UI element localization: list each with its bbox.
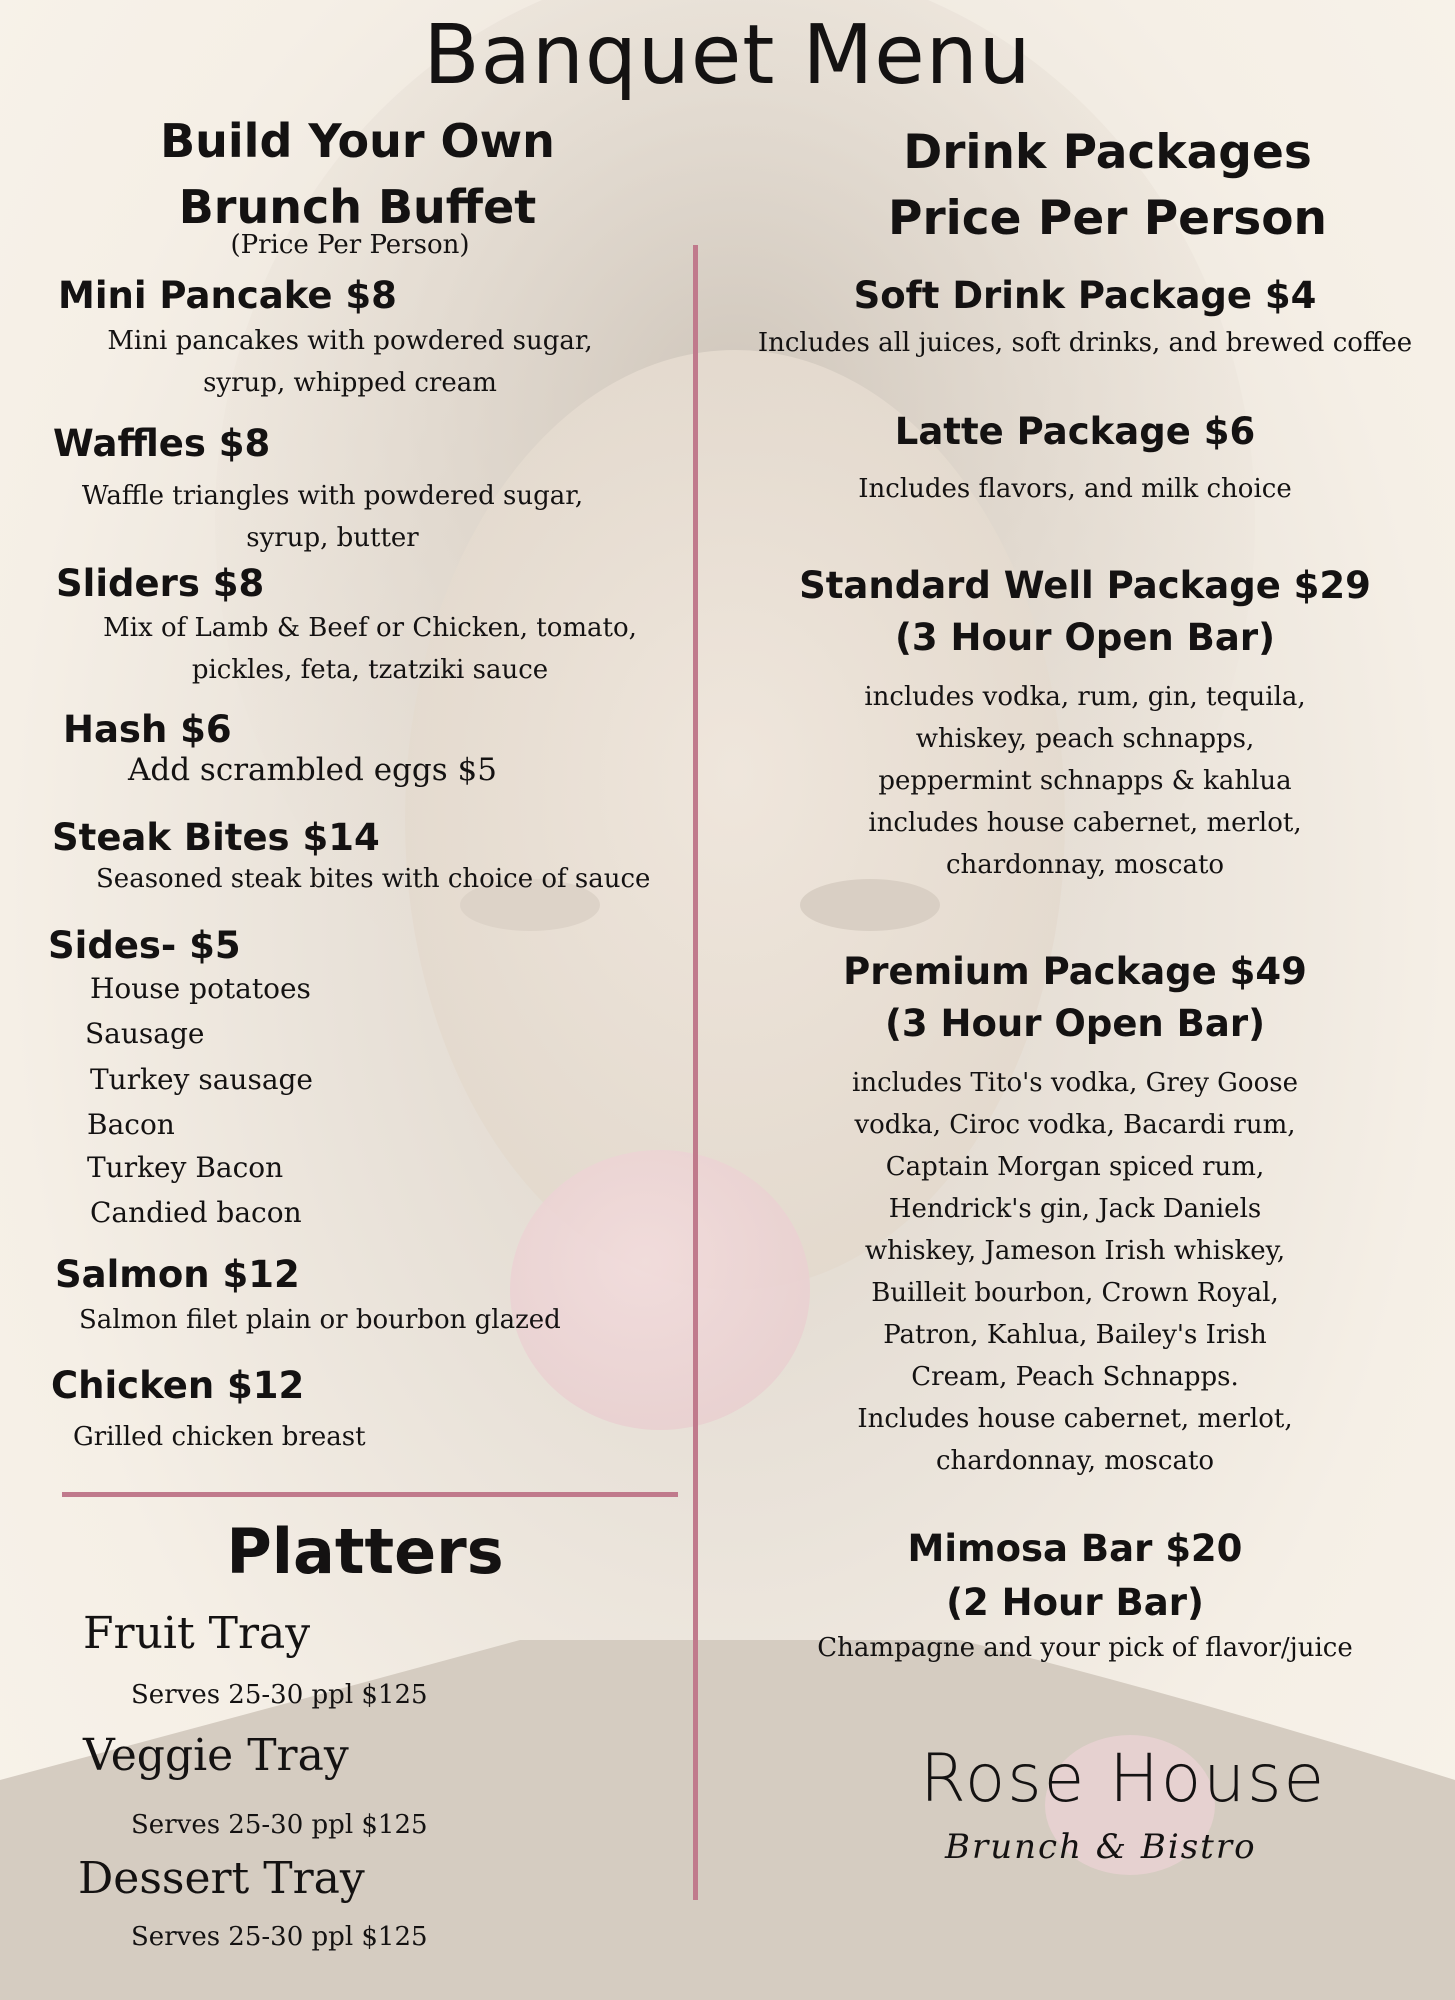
package-latte: Latte Package $6 — [894, 410, 1256, 453]
item-hash: Hash $6 — [63, 708, 232, 751]
steak-bites-desc: Seasoned steak bites with choice of sauce — [96, 864, 651, 894]
soft-drink-desc: Includes all juices, soft drinks, and brewed coffee — [757, 328, 1413, 358]
package-premium — [760, 946, 1390, 1050]
page-title: Banquet Menu — [423, 8, 1032, 103]
desc-line: includes house cabernet, merlot, — [868, 808, 1302, 838]
logo-name: Rose House — [920, 1740, 1327, 1817]
sliders-desc — [40, 607, 700, 691]
brunch-subheading: (Price Per Person) — [230, 230, 470, 260]
item-waffles: Waffles $8 — [53, 422, 271, 465]
latte-desc: Includes flavors, and milk choice — [858, 474, 1292, 504]
salmon-desc: Salmon filet plain or bourbon glazed — [79, 1305, 561, 1335]
drinks-heading-line2: Price Per Person — [888, 191, 1327, 246]
platters-heading: Platters — [226, 1515, 504, 1588]
hash-desc: Add scrambled eggs $5 — [128, 752, 497, 788]
standard-well-desc — [770, 676, 1400, 886]
sliders-desc-line2: pickles, feta, tzatziki sauce — [191, 655, 549, 685]
side-item: Turkey Bacon — [87, 1151, 284, 1184]
column-divider — [693, 245, 698, 1900]
desc-line: includes Tito's vodka, Grey Goose — [852, 1068, 1298, 1098]
desc-line: includes vodka, rum, gin, tequila, — [864, 682, 1306, 712]
drinks-heading-line1: Drink Packages — [903, 125, 1312, 180]
mini-pancake-desc-line2: syrup, whipped cream — [203, 368, 497, 398]
package-soft-drink: Soft Drink Package $4 — [853, 274, 1317, 317]
waffles-desc-line1: Waffle triangles with powdered sugar, — [81, 481, 584, 511]
waffles-desc — [25, 475, 640, 559]
side-item: Bacon — [87, 1108, 175, 1141]
premium-name: Premium Package $49 — [843, 950, 1307, 993]
package-standard-well — [770, 560, 1400, 664]
brunch-heading-line2: Brunch Buffet — [178, 180, 537, 234]
brunch-heading — [100, 108, 615, 240]
package-mimosa — [760, 1522, 1390, 1630]
brunch-heading-line1: Build Your Own — [160, 114, 555, 168]
desc-line: Patron, Kahlua, Bailey's Irish — [883, 1320, 1267, 1350]
side-item: Candied bacon — [90, 1196, 302, 1229]
desc-line: chardonnay, moscato — [935, 1446, 1215, 1476]
mini-pancake-desc — [40, 320, 660, 404]
desc-line: Cream, Peach Schnapps. — [911, 1362, 1239, 1392]
platter-veggie-tray: Veggie Tray — [83, 1730, 349, 1781]
desc-line: vodka, Ciroc vodka, Bacardi rum, — [854, 1110, 1296, 1140]
standard-well-sub: (3 Hour Open Bar) — [895, 616, 1275, 659]
mimosa-sub: (2 Hour Bar) — [946, 1581, 1204, 1624]
item-salmon: Salmon $12 — [55, 1253, 300, 1296]
logo-tagline: Brunch & Bistro — [945, 1827, 1257, 1867]
side-item: Turkey sausage — [90, 1063, 314, 1096]
drinks-heading — [800, 120, 1415, 252]
premium-desc — [760, 1062, 1390, 1482]
dessert-tray-serves: Serves 25-30 ppl $125 — [131, 1922, 428, 1952]
platter-fruit-tray: Fruit Tray — [83, 1608, 311, 1659]
desc-line: peppermint schnapps & kahlua — [878, 766, 1292, 796]
item-chicken: Chicken $12 — [51, 1364, 305, 1407]
standard-well-name: Standard Well Package $29 — [799, 564, 1371, 607]
chicken-desc: Grilled chicken breast — [73, 1422, 366, 1452]
veggie-tray-serves: Serves 25-30 ppl $125 — [131, 1810, 428, 1840]
desc-line: whiskey, Jameson Irish whiskey, — [864, 1236, 1286, 1266]
fruit-tray-serves: Serves 25-30 ppl $125 — [131, 1680, 428, 1710]
waffles-desc-line2: syrup, butter — [246, 523, 419, 553]
item-mini-pancake: Mini Pancake $8 — [58, 274, 397, 317]
mimosa-name: Mimosa Bar $20 — [907, 1527, 1243, 1570]
item-sliders: Sliders $8 — [56, 562, 265, 605]
desc-line: whiskey, peach schnapps, — [915, 724, 1255, 754]
platters-divider — [62, 1492, 678, 1497]
desc-line: Captain Morgan spiced rum, — [885, 1152, 1265, 1182]
side-item: Sausage — [85, 1017, 205, 1050]
sliders-desc-line1: Mix of Lamb & Beef or Chicken, tomato, — [103, 613, 637, 643]
side-item: House potatoes — [90, 972, 311, 1005]
desc-line: Builleit bourbon, Crown Royal, — [871, 1278, 1279, 1308]
desc-line: Hendrick's gin, Jack Daniels — [888, 1194, 1262, 1224]
desc-line: chardonnay, moscato — [945, 850, 1225, 880]
mimosa-desc: Champagne and your pick of flavor/juice — [817, 1633, 1353, 1663]
item-sides: Sides- $5 — [48, 924, 241, 967]
desc-line: Includes house cabernet, merlot, — [857, 1404, 1293, 1434]
mini-pancake-desc-line1: Mini pancakes with powdered sugar, — [107, 326, 593, 356]
item-steak-bites: Steak Bites $14 — [52, 816, 380, 859]
premium-sub: (3 Hour Open Bar) — [885, 1002, 1265, 1045]
platter-dessert-tray: Dessert Tray — [78, 1853, 365, 1904]
